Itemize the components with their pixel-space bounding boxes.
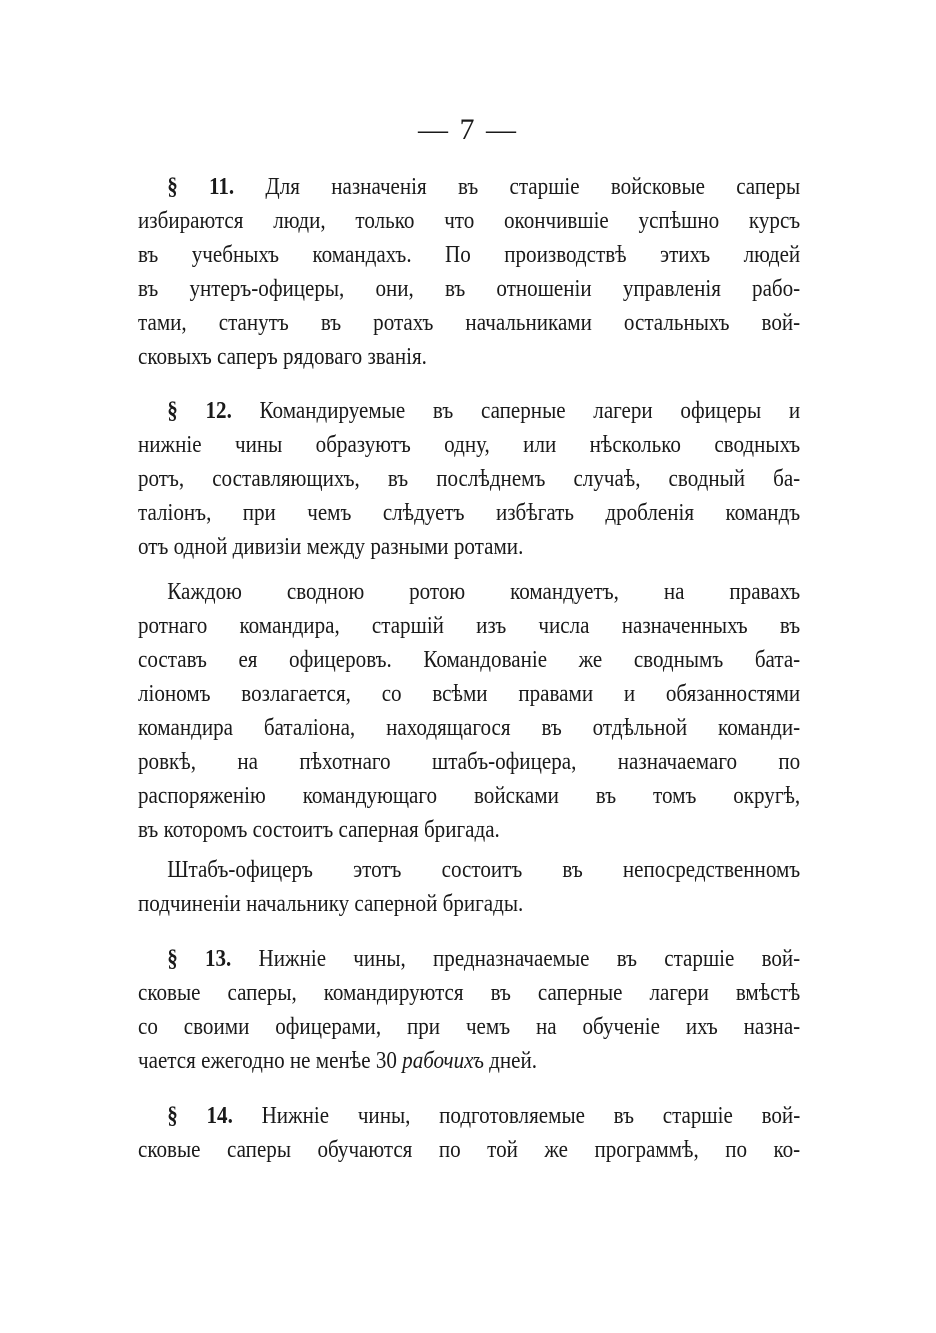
text-line: нижніе чины образуютъ одну, или нѣсколько сводныхъ — [138, 431, 801, 458]
paragraph-section-14 — [138, 1099, 800, 1167]
text-line: ротъ, составляющихъ, въ послѣднемъ случаѣ, сводный ба- — [138, 465, 801, 492]
text-line: § 12. Командируемые въ саперные лагери офицеры и — [167, 397, 801, 424]
text-line: § 14. Нижніе чины, подготовляемые въ старшіе вой- — [167, 1102, 801, 1129]
section-marker: § 14. — [167, 1102, 233, 1129]
text-line: избираются люди, только что окончившіе успѣшно курсъ — [138, 207, 801, 234]
text-line: Штабъ-офицеръ этотъ состоитъ въ непосредственномъ — [167, 856, 801, 883]
text-line: со своими офицерами, при чемъ на обученіе ихъ назна- — [138, 1013, 801, 1040]
text-line: § 11. Для назначенія въ старшіе войсковые саперы — [167, 173, 801, 200]
section-marker: § 11. — [167, 173, 235, 200]
text-line: составъ ея офицеровъ. Командованіе же своднымъ бата- — [138, 646, 801, 673]
text-line: ліономъ возлагается, со всѣми правами и обязанностями — [138, 680, 801, 707]
text-line: сковые саперы, командируются въ саперные лагери вмѣстѣ — [138, 979, 801, 1006]
text-line: § 13. Нижніе чины, предназначаемые въ старшіе вой- — [167, 945, 801, 972]
italic-word: рабочихъ — [402, 1047, 484, 1074]
section-marker: § 12. — [167, 397, 232, 424]
paragraph-section-12 — [138, 394, 800, 564]
text-line: командира баталіона, находящагося въ отдѣльной команди- — [138, 714, 801, 741]
text-line: Каждою сводною ротою командуетъ, на правахъ — [167, 578, 801, 605]
text-line: въ унтеръ-офицеры, они, въ отношеніи управленія рабо- — [138, 275, 801, 302]
text-line: сковые саперы обучаются по той же программѣ, по ко- — [138, 1136, 801, 1163]
section-marker: § 13. — [167, 945, 232, 972]
page-number: — 7 — — [418, 113, 518, 146]
paragraph-company-command — [138, 575, 800, 847]
text-line: чается ежегодно не менѣе 30 рабочихъ дней. — [138, 1047, 538, 1074]
text-line: сковыхъ саперъ рядоваго званія. — [138, 343, 427, 370]
paragraph-staff-officer — [138, 853, 800, 921]
text-line: подчиненіи начальнику саперной бригады. — [138, 890, 524, 917]
text-line: ротнаго командира, старшій изъ числа назначенныхъ въ — [138, 612, 801, 639]
text-line: въ учебныхъ командахъ. По производствѣ этихъ людей — [138, 241, 801, 268]
text-line: въ которомъ состоитъ саперная бригада. — [138, 816, 500, 843]
text-line: тами, станутъ въ ротахъ начальниками остальныхъ вой- — [138, 309, 801, 336]
text-line: отъ одной дивизіи между разными ротами. — [138, 533, 524, 560]
text-line: таліонъ, при чемъ слѣдуетъ избѣгать дробленія командъ — [138, 499, 801, 526]
text-line: ровкѣ, на пѣхотнаго штабъ-офицера, назначаемаго по — [138, 748, 801, 775]
paragraph-section-11 — [138, 170, 800, 374]
paragraph-section-13 — [138, 942, 800, 1078]
text-line: распоряженію командующаго войсками въ томъ округѣ, — [138, 782, 801, 809]
